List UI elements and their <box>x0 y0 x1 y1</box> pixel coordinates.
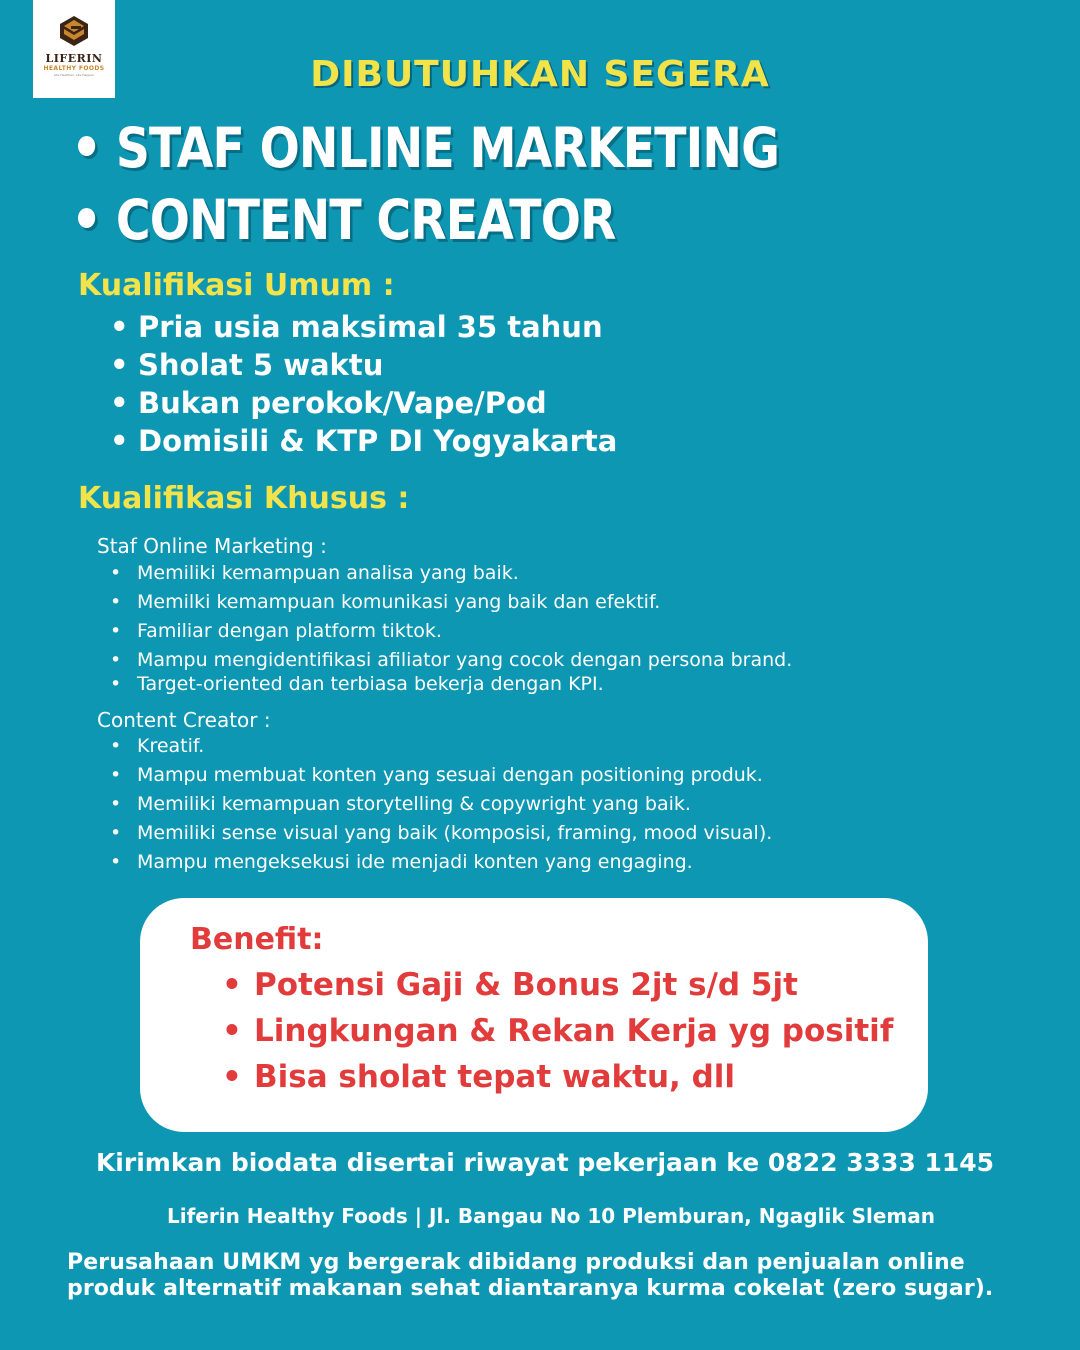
list-item: • Potensi Gaji & Bonus 2jt s/d 5jt <box>222 962 893 1008</box>
list-item: • Memiliki kemampuan storytelling & copywright yang baik. <box>110 791 772 820</box>
liferin-logo-icon <box>57 14 91 48</box>
logo-brand: LIFERIN <box>45 52 103 65</box>
position-1-label: STAF ONLINE MARKETING <box>115 116 780 180</box>
benefit-title: Benefit: <box>190 922 324 957</box>
position-2 <box>78 188 616 252</box>
general-qualifications-title: Kualifikasi Umum : <box>78 268 395 303</box>
list-item: • Memiliki kemampuan analisa yang baik. <box>110 560 792 589</box>
marketing-subtitle: Staf Online Marketing : <box>97 534 327 558</box>
contact-instruction: Kirimkan biodata disertai riwayat pekerjaan ke 0822 3333 1145 <box>95 1148 995 1177</box>
list-item: • Lingkungan & Rekan Kerja yg positif <box>222 1008 893 1054</box>
marketing-requirements-list <box>110 560 792 699</box>
bullet-icon <box>78 208 95 228</box>
description-line-2: produk alternatif makanan sehat diantaranya kurma cokelat (zero sugar). <box>67 1276 994 1301</box>
general-qualifications-list <box>110 308 617 460</box>
list-item: • Mampu membuat konten yang sesuai dengan positioning produk. <box>110 762 772 791</box>
logo-tagline: Life Healthier, Life Happier <box>53 73 95 77</box>
special-qualifications-title: Kualifikasi Khusus : <box>78 481 410 516</box>
list-item: • Bukan perokok/Vape/Pod <box>110 384 617 422</box>
list-item: • Mampu mengidentifikasi afiliator yang cocok dengan persona brand. <box>110 647 792 673</box>
company-description <box>67 1250 993 1302</box>
list-item: • Familiar dengan platform tiktok. <box>110 618 792 647</box>
list-item: • Bisa sholat tepat waktu, dll <box>222 1054 893 1100</box>
description-line-1: Perusahaan UMKM yg bergerak dibidang produksi dan penjualan online <box>67 1250 965 1275</box>
headline: DIBUTUHKAN SEGERA <box>310 54 770 95</box>
position-1 <box>78 116 779 180</box>
content-creator-requirements-list <box>110 733 772 878</box>
logo-subtitle: HEALTHY FOODS <box>43 65 105 72</box>
list-item: • Memiliki sense visual yang baik (komposisi, framing, mood visual). <box>110 820 772 849</box>
list-item: • Mampu mengeksekusi ide menjadi konten yang engaging. <box>110 849 772 878</box>
list-item: • Kreatif. <box>110 733 772 762</box>
list-item: • Target-oriented dan terbiasa bekerja dengan KPI. <box>110 673 792 699</box>
bullet-icon <box>78 136 95 156</box>
position-2-label: CONTENT CREATOR <box>115 188 616 252</box>
benefit-list <box>222 962 893 1100</box>
list-item: • Pria usia maksimal 35 tahun <box>110 308 617 346</box>
content-creator-subtitle: Content Creator : <box>97 708 271 732</box>
company-address: Liferin Healthy Foods | Jl. Bangau No 10 Plemburan, Ngaglik Sleman <box>167 1204 935 1228</box>
list-item: • Memilki kemampuan komunikasi yang baik dan efektif. <box>110 589 792 618</box>
list-item: • Sholat 5 waktu <box>110 346 617 384</box>
list-item: • Domisili & KTP DI Yogyakarta <box>110 422 617 460</box>
